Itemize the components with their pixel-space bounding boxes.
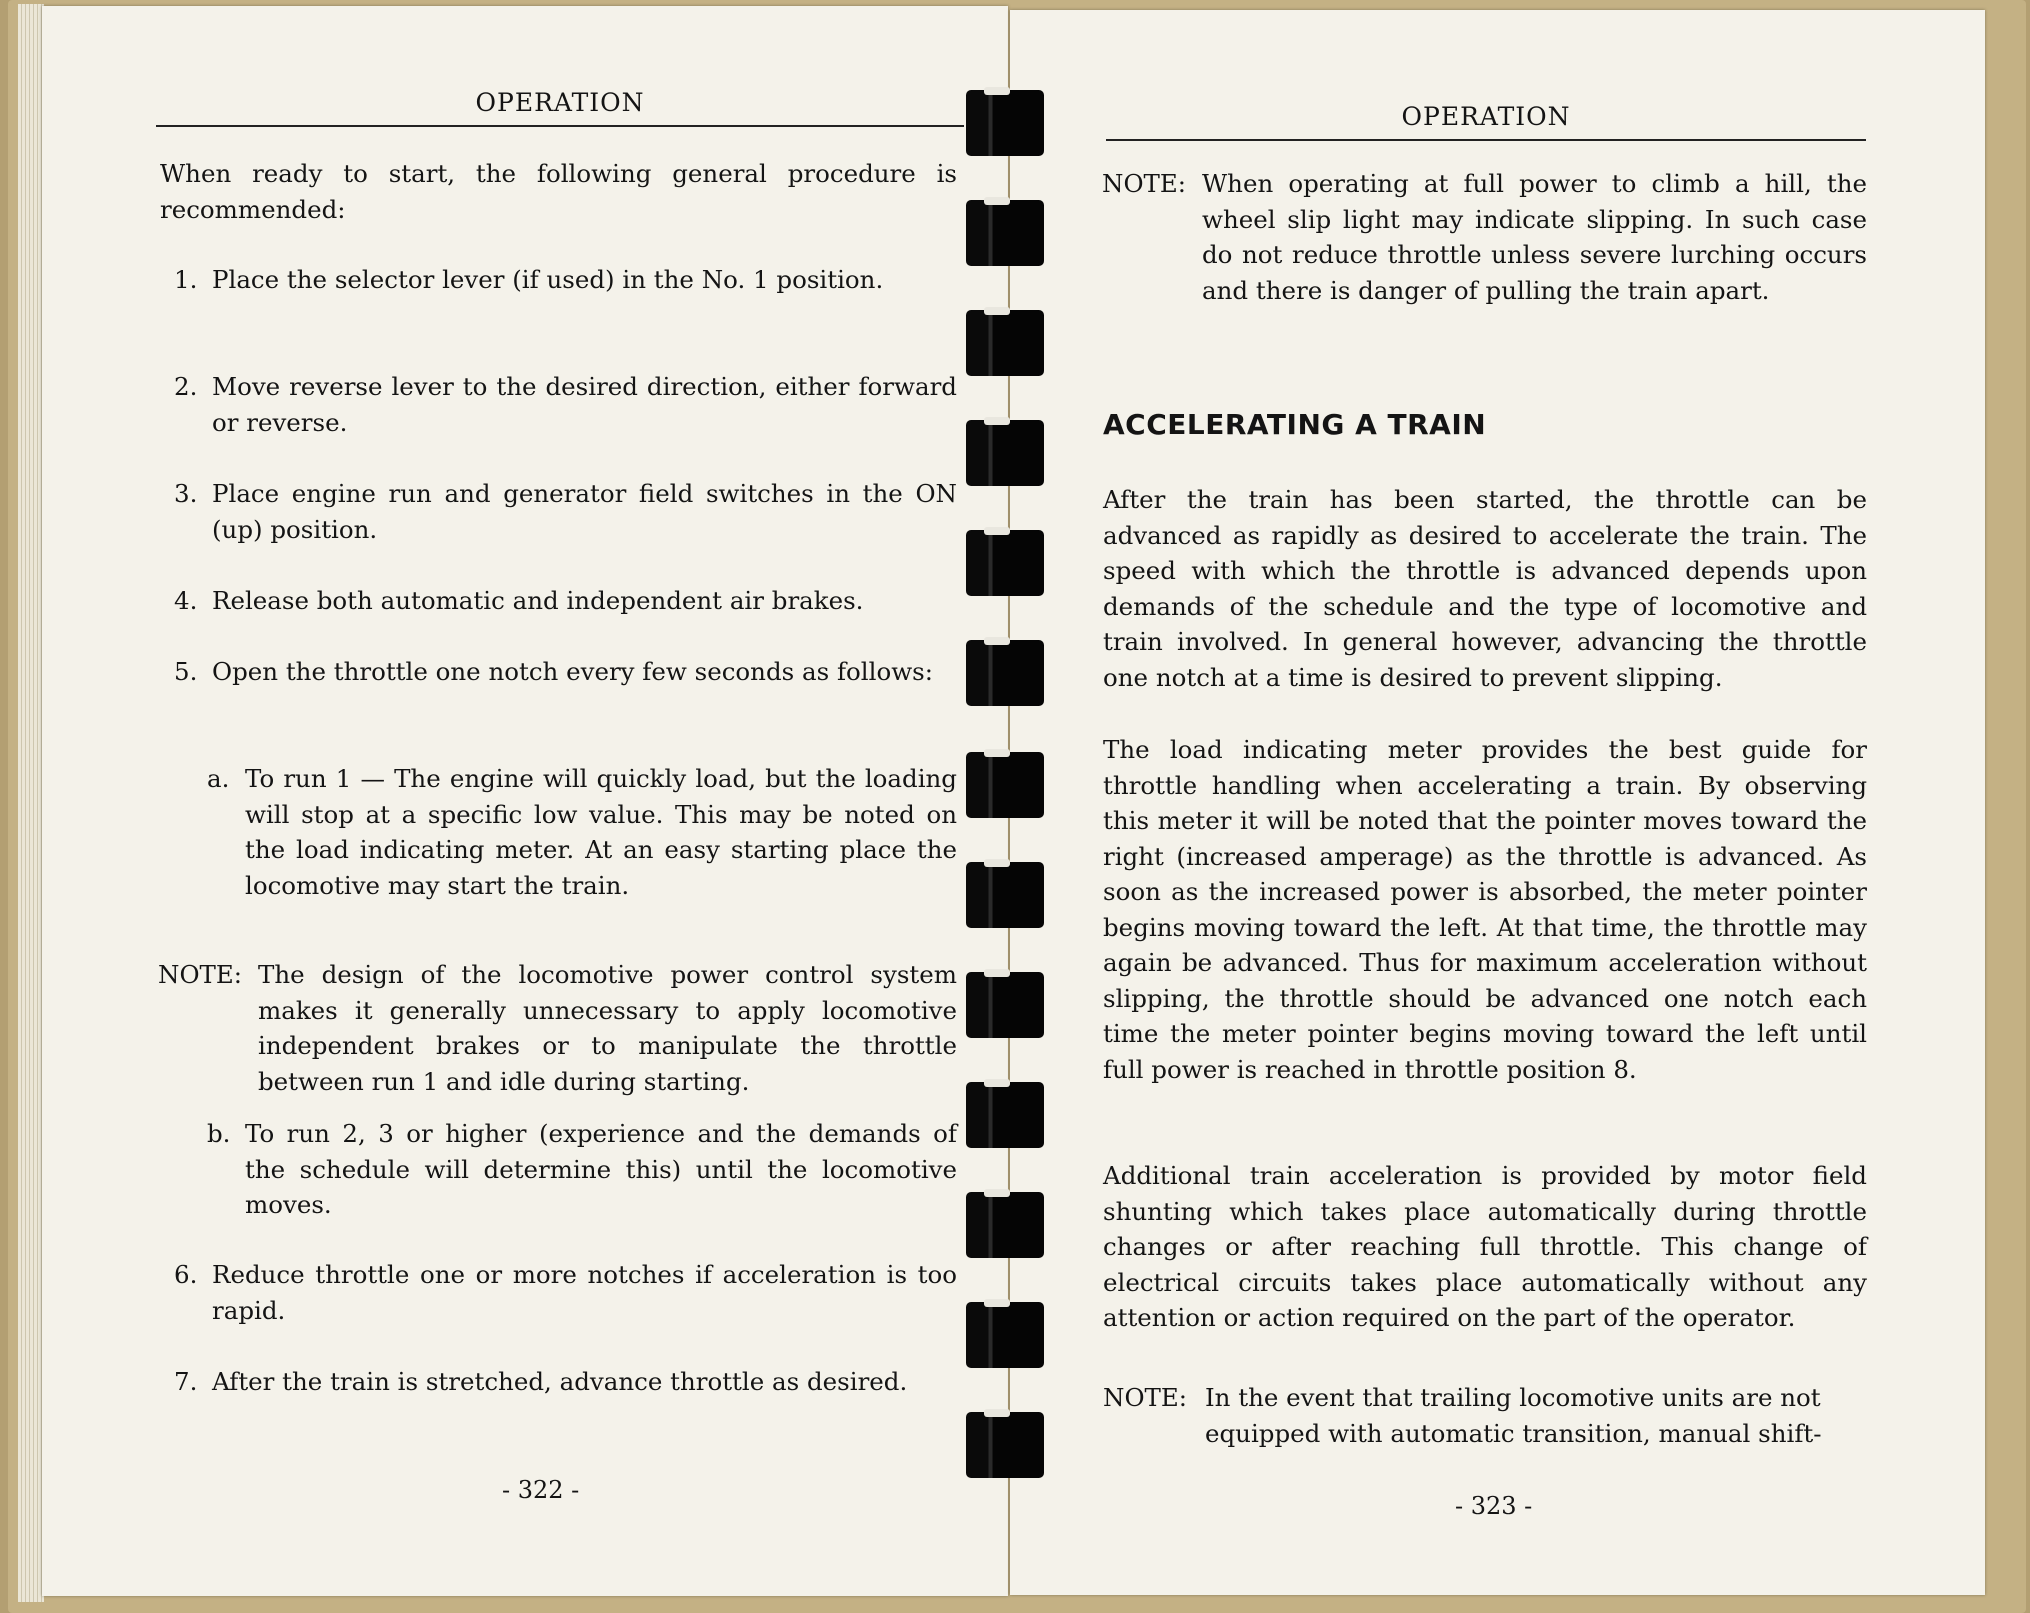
- binding-ring: [966, 1302, 1044, 1368]
- binding-ring: [966, 752, 1044, 818]
- paragraph-3: Additional train acceleration is provided by motor field shunting which takes place automatically during throttle changes or after reaching full throttle. This change of electrical circuits takes place automatically without any attention or action required on the part of the operator.: [1103, 1161, 1867, 1332]
- sub-a-text: To run 1 — The engine will quickly load, but the loading will stop at a specific low value. This may be noted on the load indicating meter. At an easy starting place the locomotive may start the train.: [245, 764, 957, 900]
- step-1-number: 1.: [174, 265, 198, 294]
- step-3-text: Place engine run and generator field switches in the ON (up) position.: [212, 479, 957, 544]
- bottom-note-text: In the event that trailing locomotive units are not equipped with automatic transition, manual shift-: [1205, 1383, 1822, 1448]
- binding-ring: [966, 530, 1044, 596]
- step-4-number: 4.: [174, 586, 198, 615]
- binding-ring: [966, 640, 1044, 706]
- top-note-text: When operating at full power to climb a hill, the wheel slip light may indicate slipping. In such case do not reduce throttle unless severe lurching occurs and there is danger of pulling the train apart.: [1202, 169, 1867, 305]
- right-page-number: - 323 -: [1455, 1492, 1533, 1520]
- binding-ring: [966, 90, 1044, 156]
- paragraph-1: After the train has been started, the throttle can be advanced as rapidly as desired to accelerate the train. The speed with which the throttle is advanced depends upon demands of the schedule and the type of locomotive and train involved. In general however, advancing the throttle one notch at a time is desired to prevent slipping.: [1103, 485, 1867, 692]
- step-4-text: Release both automatic and independent air brakes.: [212, 586, 864, 615]
- binding-ring: [966, 1192, 1044, 1258]
- bottom-note-label: NOTE:: [1103, 1383, 1188, 1412]
- section-heading: ACCELERATING A TRAIN: [1103, 408, 1487, 441]
- page-edges: [18, 4, 44, 1602]
- sub-a-label: a.: [207, 764, 230, 793]
- left-page: [42, 6, 1008, 1596]
- step-6-text: Reduce throttle one or more notches if acceleration is too rapid.: [212, 1260, 957, 1325]
- step-7-number: 7.: [174, 1367, 198, 1396]
- binding-ring: [966, 420, 1044, 486]
- top-note-label: NOTE:: [1102, 169, 1187, 198]
- paragraph-2: The load indicating meter provides the best guide for throttle handling when accelerating a train. By observing this meter it will be noted that the pointer moves toward the right (increased amperage) as the throttle is advanced. As soon as the increased power is absorbed, the meter pointer begins moving toward the left. At that time, the throttle may again be advanced. Thus for maximum acceleration without slipping, the throttle should be advanced one notch each time the meter pointer begins moving toward the left until full power is reached in throttle position 8.: [1103, 735, 1867, 1084]
- step-2-number: 2.: [174, 372, 198, 401]
- binding-ring: [966, 862, 1044, 928]
- left-page-header: OPERATION: [156, 88, 964, 127]
- note-label: NOTE:: [158, 960, 243, 989]
- step-3-number: 3.: [174, 479, 198, 508]
- note-text: The design of the locomotive power control system makes it generally unnecessary to apply locomotive independent brakes or to manipulate the throttle between run 1 and idle during starting.: [258, 960, 957, 1096]
- sub-b-label: b.: [207, 1119, 231, 1148]
- step-7-text: After the train is stretched, advance throttle as desired.: [212, 1367, 908, 1396]
- right-page: [1010, 10, 1985, 1595]
- step-5-text: Open the throttle one notch every few seconds as follows:: [212, 657, 934, 686]
- right-page-header: OPERATION: [1106, 102, 1866, 141]
- step-1-text: Place the selector lever (if used) in the No. 1 position.: [212, 265, 884, 294]
- binding-ring: [966, 1082, 1044, 1148]
- binding-ring: [966, 1412, 1044, 1478]
- binding-ring: [966, 310, 1044, 376]
- left-page-number: - 322 -: [502, 1476, 580, 1504]
- sub-b-text: To run 2, 3 or higher (experience and the demands of the schedule will determine this) until the locomotive moves.: [245, 1119, 957, 1219]
- step-2-text: Move reverse lever to the desired direction, either forward or reverse.: [212, 372, 957, 437]
- intro-paragraph: When ready to start, the following general procedure is recommended:: [160, 159, 957, 224]
- step-5-number: 5.: [174, 657, 198, 686]
- binding-ring: [966, 200, 1044, 266]
- step-6-number: 6.: [174, 1260, 198, 1289]
- binding-ring: [966, 972, 1044, 1038]
